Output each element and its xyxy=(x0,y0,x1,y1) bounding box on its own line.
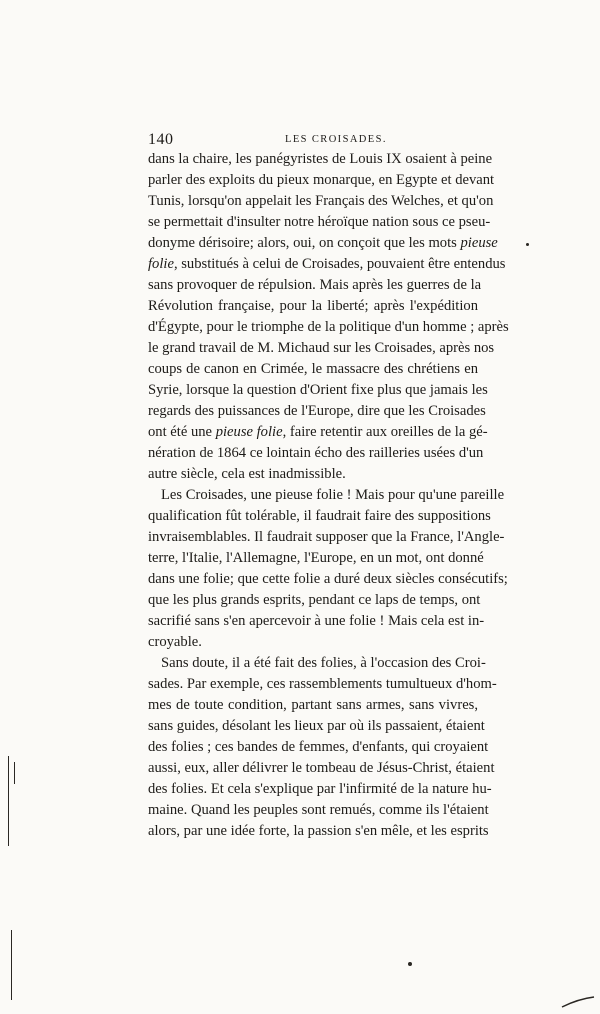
text-line: se permettait d'insulter notre héroïque nation sous ce pseu- xyxy=(148,214,491,230)
line-segment: donyme dérisoire; alors, oui, on conçoit que les mots xyxy=(148,235,461,251)
text-line: des folies. Et cela s'explique par l'infirmité de la nature hu- xyxy=(148,781,492,797)
text-line: sans guides, désolant les lieux par où ils passaient, étaient xyxy=(148,718,485,734)
text-line: le grand travail de M. Michaud sur les Croisades, après nos xyxy=(148,340,495,356)
text-line: dans la chaire, les panégyristes de Louis IX osaient à peine xyxy=(148,151,493,167)
margin-mark xyxy=(11,930,12,1000)
margin-mark xyxy=(8,756,9,846)
text-line: dans une folie; que cette folie a duré deux siècles consécutifs; xyxy=(148,571,508,587)
text-line: d'Égypte, pour le triomphe de la politique d'un homme ; après xyxy=(148,319,509,335)
scan-speck xyxy=(526,243,529,246)
text-line: nération de 1864 ce lointain écho des railleries usées d'un xyxy=(148,445,484,461)
text-line: sades. Par exemple, ces rassemblements tumultueux d'hom- xyxy=(148,676,497,692)
text-line: autre siècle, cela est inadmissible. xyxy=(148,466,346,482)
text-line: invraisemblables. Il faudrait supposer que la France, l'Angle- xyxy=(148,529,505,545)
text-line: croyable. xyxy=(148,634,202,650)
text-line: Sans doute, il a été fait des folies, à l'occasion des Croi- xyxy=(161,655,486,671)
line-segment: , faire retentir aux oreilles de la gé- xyxy=(282,424,488,440)
margin-mark xyxy=(14,762,15,784)
text-line xyxy=(148,422,488,443)
text-line: des folies ; ces bandes de femmes, d'enfants, qui croyaient xyxy=(148,739,489,755)
running-title: LES CROISADES. xyxy=(285,134,387,145)
italic-text: folie xyxy=(148,256,174,272)
text-line: Tunis, lorsqu'on appelait les Français des Welches, et qu'on xyxy=(148,193,494,209)
corner-mark xyxy=(560,995,596,1009)
line-segment: , substitués à celui de Croisades, pouvaient être entendus xyxy=(173,256,506,272)
body-text xyxy=(148,149,509,842)
text-line: Les Croisades, une pieuse folie ! Mais pour qu'une pareille xyxy=(161,487,505,503)
text-line: que les plus grands esprits, pendant ce laps de temps, ont xyxy=(148,592,481,608)
text-line: regards des puissances de l'Europe, dire que les Croisades xyxy=(148,403,486,419)
line-segment: ont été une xyxy=(148,424,216,440)
text-line: parler des exploits du pieux monarque, en Egypte et devant xyxy=(148,172,495,188)
text-line: sacrifié sans s'en apercevoir à une folie ! Mais cela est in- xyxy=(148,613,485,629)
text-line: Révolution française, pour la liberté; après l'expédition xyxy=(148,298,478,314)
text-line: Syrie, lorsque la question d'Orient fixe plus que jamais les xyxy=(148,382,488,398)
text-line: alors, par une idée forte, la passion s'en mêle, et les esprits xyxy=(148,823,489,839)
page-number: 140 xyxy=(148,131,174,148)
text-line: qualification fût tolérable, il faudrait faire des suppositions xyxy=(148,508,491,524)
text-line: coups de canon en Crimée, le massacre des chrétiens en xyxy=(148,361,478,377)
italic-text: pieuse folie xyxy=(215,424,283,440)
italic-text: pieuse xyxy=(460,235,498,251)
text-line: aussi, eux, aller délivrer le tombeau de Jésus-Christ, étaient xyxy=(148,760,495,776)
text-line: sans provoquer de répulsion. Mais après les guerres de la xyxy=(148,277,482,293)
page-header xyxy=(148,131,478,151)
text-line: terre, l'Italie, l'Allemagne, l'Europe, en un mot, ont donné xyxy=(148,550,484,566)
text-line xyxy=(148,254,506,275)
text-line xyxy=(148,233,498,254)
text-line: maine. Quand les peuples sont remués, comme ils l'étaient xyxy=(148,802,489,818)
scan-speck xyxy=(408,962,412,966)
text-line: mes de toute condition, partant sans armes, sans vivres, xyxy=(148,697,478,713)
